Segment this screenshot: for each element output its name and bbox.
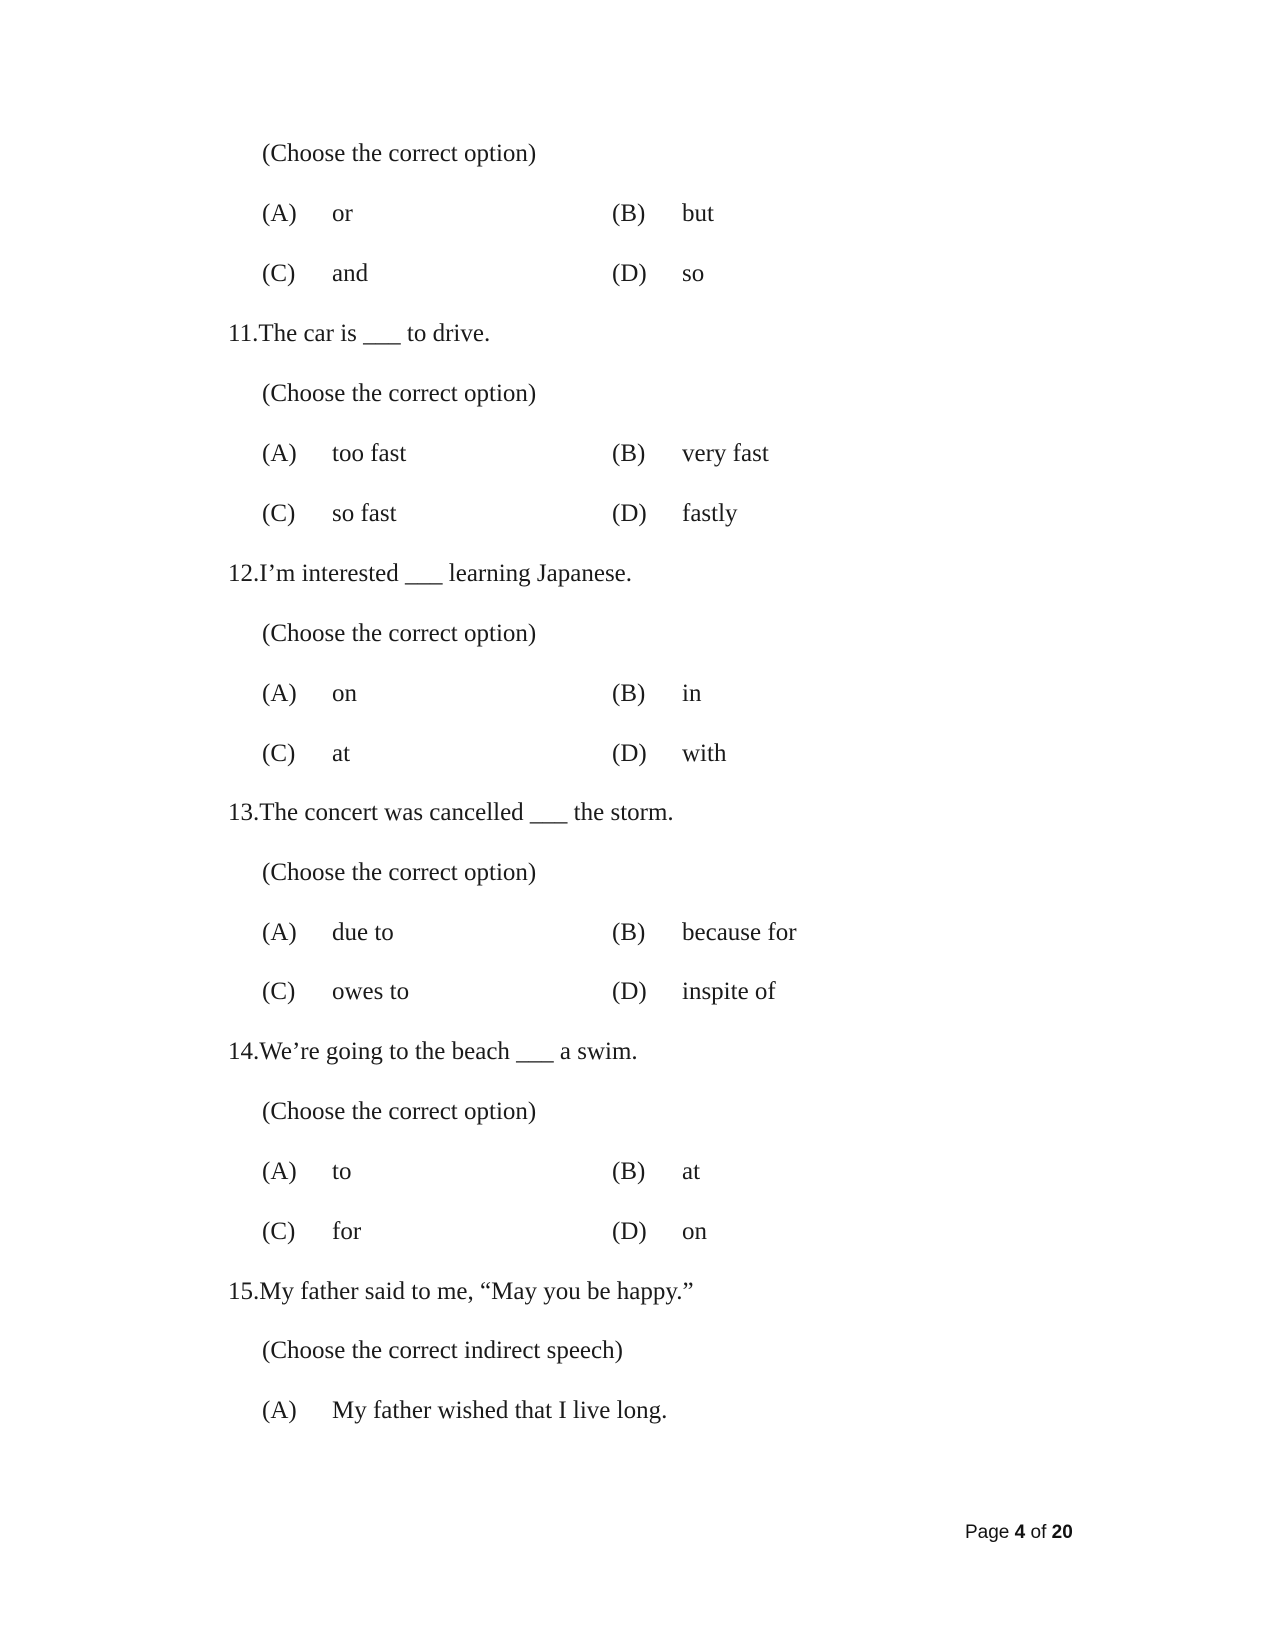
option-label: (B)	[612, 919, 646, 946]
option-text: in	[682, 680, 702, 707]
q11-instruction: (Choose the correct option)	[262, 380, 537, 407]
option-text: so	[682, 260, 705, 287]
q14-options-row-2	[262, 1217, 962, 1247]
option-text: to	[332, 1158, 352, 1185]
option-text: due to	[332, 919, 394, 946]
option-text: because for	[682, 919, 797, 946]
q13-instruction: (Choose the correct option)	[262, 859, 537, 886]
option-text: very fast	[682, 440, 769, 467]
q12-options-row-2	[262, 739, 962, 769]
q14-question: 14.We’re going to the beach ___ a swim.	[228, 1038, 638, 1065]
option-label: (D)	[612, 740, 647, 767]
option-label: (D)	[612, 500, 647, 527]
option-label: (C)	[262, 978, 296, 1005]
option-label: (D)	[612, 978, 647, 1005]
option-label: (B)	[612, 680, 646, 707]
q13-question: 13.The concert was cancelled ___ the storm.	[228, 799, 674, 826]
option-label: (A)	[262, 200, 297, 227]
q13-options-row-2	[262, 977, 962, 1007]
option-text: and	[332, 260, 369, 287]
q14-instruction: (Choose the correct option)	[262, 1098, 537, 1125]
of-word: of	[1030, 1522, 1047, 1543]
q15-instruction: (Choose the correct indirect speech)	[262, 1337, 623, 1364]
q12-question: 12.I’m interested ___ learning Japanese.	[228, 560, 633, 587]
q15-question: 15.My father said to me, “May you be happy.”	[228, 1278, 694, 1305]
q10-options-row-1	[262, 199, 962, 229]
option-label: (D)	[612, 260, 647, 287]
option-label: (A)	[262, 1158, 297, 1185]
q13-options-row-1	[262, 918, 962, 948]
q11-options-row-2	[262, 499, 962, 529]
option-text: on	[682, 1218, 707, 1245]
option-label: (A)	[262, 1397, 297, 1424]
page-word: Page	[965, 1522, 1010, 1543]
option-label: (A)	[262, 919, 297, 946]
option-label: (A)	[262, 680, 297, 707]
option-text: or	[332, 200, 353, 227]
page-total: 20	[1051, 1522, 1073, 1543]
option-text: on	[332, 680, 357, 707]
option-label: (B)	[612, 200, 646, 227]
q11-question: 11.The car is ___ to drive.	[228, 320, 491, 347]
q11-options-row-1	[262, 439, 962, 469]
option-label: (C)	[262, 740, 296, 767]
q12-instruction: (Choose the correct option)	[262, 620, 537, 647]
option-label: (D)	[612, 1218, 647, 1245]
option-text: at	[682, 1158, 701, 1185]
page-current: 4	[1014, 1522, 1026, 1543]
option-label: (B)	[612, 1158, 646, 1185]
option-label: (B)	[612, 440, 646, 467]
option-text: owes to	[332, 978, 410, 1005]
q10-instruction: (Choose the correct option)	[262, 140, 537, 167]
option-label: (C)	[262, 260, 296, 287]
option-text: too fast	[332, 440, 407, 467]
q14-options-row-1	[262, 1157, 962, 1187]
q15-options-row-1	[262, 1396, 962, 1426]
option-text: but	[682, 200, 714, 227]
option-text: My father wished that I live long.	[332, 1397, 668, 1424]
option-text: for	[332, 1218, 362, 1245]
option-label: (C)	[262, 1218, 296, 1245]
page-number-footer	[965, 1521, 1073, 1545]
option-label: (C)	[262, 500, 296, 527]
option-label: (A)	[262, 440, 297, 467]
option-text: at	[332, 740, 351, 767]
q10-options-row-2	[262, 259, 962, 289]
option-text: with	[682, 740, 727, 767]
option-text: so fast	[332, 500, 397, 527]
option-text: inspite of	[682, 978, 776, 1005]
option-text: fastly	[682, 500, 738, 527]
q12-options-row-1	[262, 679, 962, 709]
